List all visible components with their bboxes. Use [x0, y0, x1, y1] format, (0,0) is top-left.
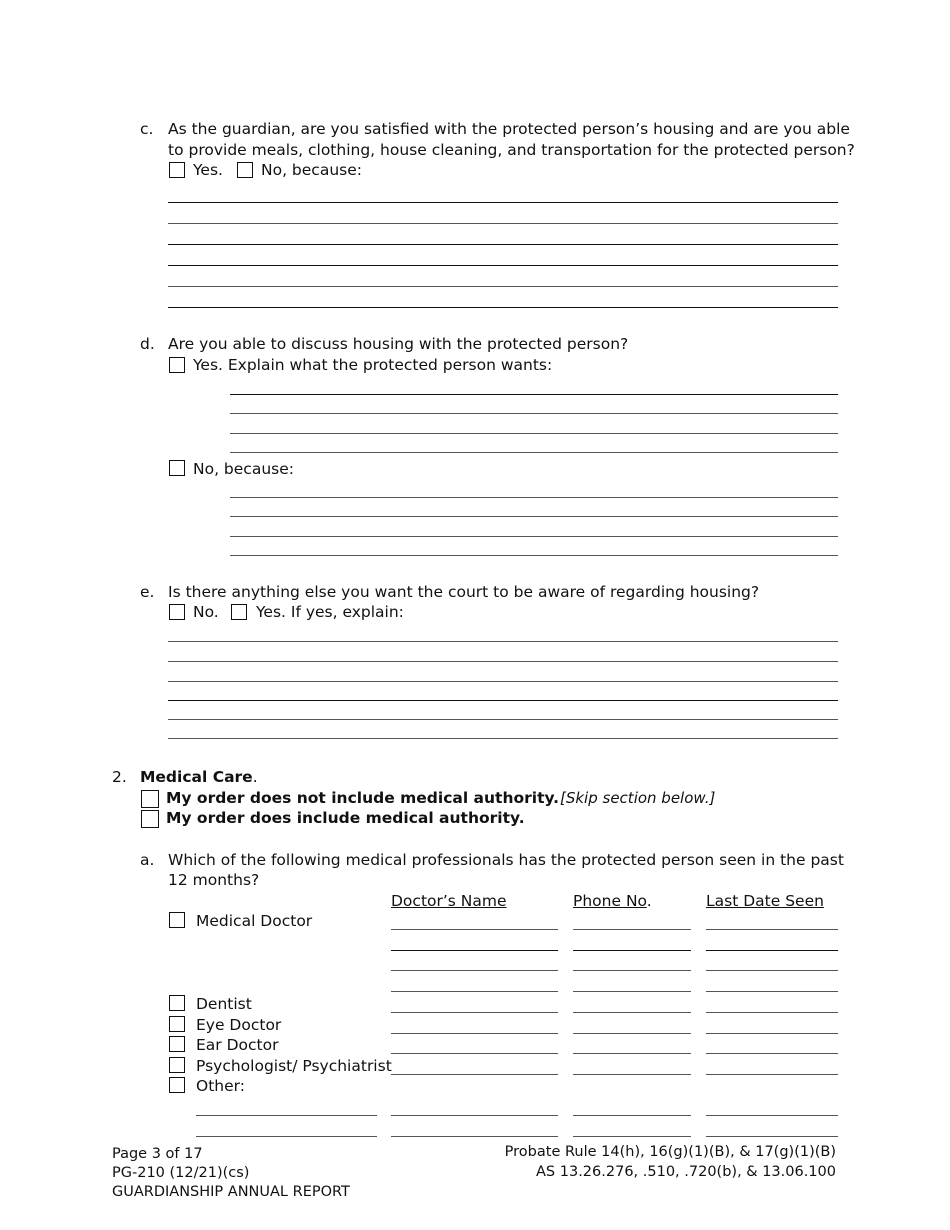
last-date-column-header: Last Date Seen [706, 892, 824, 910]
item-e-question: Is there anything else you want the court to be aware of regarding housing? [168, 583, 760, 601]
medical-doctor-label: Medical Doctor [196, 912, 313, 930]
item-c-answer-line[interactable] [168, 223, 838, 224]
section-2-title-text: Medical Care [140, 768, 253, 786]
item-d-yes-checkbox[interactable] [169, 357, 185, 373]
section-2-number: 2. [112, 768, 127, 786]
doctor-name-field[interactable] [391, 991, 558, 992]
item-e-answer-line[interactable] [168, 661, 838, 662]
eye-doctor-checkbox[interactable] [169, 1016, 185, 1032]
phone-field[interactable] [573, 970, 691, 971]
doctor-name-field[interactable] [391, 970, 558, 971]
last-date-field[interactable] [706, 1115, 838, 1116]
medical-authority-checkbox[interactable] [141, 810, 159, 828]
item-d-yes-answer-line[interactable] [230, 394, 838, 395]
doctor-name-column-header: Doctor’s Name [391, 892, 507, 910]
item-d-no-answer-line[interactable] [230, 497, 838, 498]
last-date-field[interactable] [706, 1012, 838, 1013]
last-date-field[interactable] [706, 1033, 838, 1034]
phone-column-header-period: . [646, 892, 652, 910]
item-c-yes-checkbox[interactable] [169, 162, 185, 178]
medical-authority-label: My order does include medical authority. [166, 809, 525, 827]
footer-statute: AS 13.26.276, .510, .720(b), & 13.06.100 [536, 1164, 836, 1180]
item-e-answer-line[interactable] [168, 641, 838, 642]
phone-field[interactable] [573, 1012, 691, 1013]
item-d-no-answer-line[interactable] [230, 516, 838, 517]
no-medical-authority-label: My order does not include medical authority. [166, 789, 560, 807]
item-e-answer-line[interactable] [168, 681, 838, 682]
psychologist-label: Psychologist/ Psychiatrist [196, 1057, 392, 1075]
no-medical-authority-checkbox[interactable] [141, 790, 159, 808]
item-c-no-label: No, because: [261, 161, 362, 179]
doctor-name-field[interactable] [391, 950, 558, 951]
item-d-letter: d. [140, 335, 155, 353]
doctor-name-field[interactable] [391, 1136, 558, 1137]
phone-field[interactable] [573, 929, 691, 930]
phone-field[interactable] [573, 1074, 691, 1075]
item-c-answer-line[interactable] [168, 244, 838, 245]
other-checkbox[interactable] [169, 1077, 185, 1093]
item-e-letter: e. [140, 583, 155, 601]
last-date-field[interactable] [706, 1136, 838, 1137]
item-c-yes-label: Yes. [193, 161, 223, 179]
item-d-yes-label: Yes. Explain what the protected person wants: [193, 356, 553, 374]
phone-field[interactable] [573, 1115, 691, 1116]
doctor-name-field[interactable] [391, 929, 558, 930]
phone-column-header [573, 892, 652, 910]
item-d-no-label: No, because: [193, 460, 294, 478]
item-c-answer-line[interactable] [168, 286, 838, 287]
phone-field[interactable] [573, 950, 691, 951]
item-d-question: Are you able to discuss housing with the protected person? [168, 335, 629, 353]
last-date-field[interactable] [706, 991, 838, 992]
doctor-name-field[interactable] [391, 1012, 558, 1013]
item-e-yes-checkbox[interactable] [231, 604, 247, 620]
footer-form-title: GUARDIANSHIP ANNUAL REPORT [112, 1184, 350, 1200]
footer-probate-rule: Probate Rule 14(h), 16(g)(1)(B), & 17(g)(1)(B) [504, 1144, 836, 1160]
item-d-yes-answer-line[interactable] [230, 413, 838, 414]
medical-doctor-checkbox[interactable] [169, 912, 185, 928]
dentist-checkbox[interactable] [169, 995, 185, 1011]
phone-field[interactable] [573, 991, 691, 992]
item-d-no-checkbox[interactable] [169, 460, 185, 476]
item-a-question-line1: Which of the following medical professionals has the protected person seen in the past [168, 851, 844, 869]
item-e-answer-line[interactable] [168, 738, 838, 739]
item-a-letter: a. [140, 851, 155, 869]
other-type-field[interactable] [196, 1115, 377, 1116]
item-d-no-answer-line[interactable] [230, 555, 838, 556]
phone-field[interactable] [573, 1053, 691, 1054]
doctor-name-field[interactable] [391, 1053, 558, 1054]
ear-doctor-label: Ear Doctor [196, 1036, 279, 1054]
item-c-question-line1: As the guardian, are you satisfied with the protected person’s housing and are you able [168, 120, 850, 138]
item-a-question-line2: 12 months? [168, 871, 260, 889]
item-e-answer-line[interactable] [168, 700, 838, 701]
eye-doctor-label: Eye Doctor [196, 1016, 282, 1034]
item-d-yes-answer-line[interactable] [230, 433, 838, 434]
item-c-answer-line[interactable] [168, 265, 838, 266]
item-d-yes-answer-line[interactable] [230, 452, 838, 453]
dentist-label: Dentist [196, 995, 252, 1013]
last-date-field[interactable] [706, 1074, 838, 1075]
last-date-field[interactable] [706, 1053, 838, 1054]
phone-field[interactable] [573, 1136, 691, 1137]
skip-section-note: [Skip section below.] [560, 789, 716, 807]
psychologist-checkbox[interactable] [169, 1057, 185, 1073]
footer-page-number: Page 3 of 17 [112, 1146, 203, 1162]
last-date-field[interactable] [706, 950, 838, 951]
item-e-no-checkbox[interactable] [169, 604, 185, 620]
item-c-letter: c. [140, 120, 154, 138]
section-2-title-period: . [252, 768, 258, 786]
ear-doctor-checkbox[interactable] [169, 1036, 185, 1052]
section-2-title [140, 768, 258, 786]
doctor-name-field[interactable] [391, 1074, 558, 1075]
item-e-no-label: No. [193, 603, 219, 621]
item-c-answer-line[interactable] [168, 307, 838, 308]
item-c-answer-line[interactable] [168, 202, 838, 203]
item-d-no-answer-line[interactable] [230, 536, 838, 537]
doctor-name-field[interactable] [391, 1033, 558, 1034]
last-date-field[interactable] [706, 929, 838, 930]
phone-field[interactable] [573, 1033, 691, 1034]
last-date-field[interactable] [706, 970, 838, 971]
item-e-yes-label: Yes. If yes, explain: [256, 603, 404, 621]
item-c-no-checkbox[interactable] [237, 162, 253, 178]
doctor-name-field[interactable] [391, 1115, 558, 1116]
item-e-answer-line[interactable] [168, 719, 838, 720]
footer-form-number: PG-210 (12/21)(cs) [112, 1165, 250, 1181]
item-c-question-line2: to provide meals, clothing, house cleaning, and transportation for the protected person? [168, 141, 855, 159]
other-type-field[interactable] [196, 1136, 377, 1137]
phone-column-header-text: Phone No [573, 892, 647, 910]
other-label: Other: [196, 1077, 245, 1095]
